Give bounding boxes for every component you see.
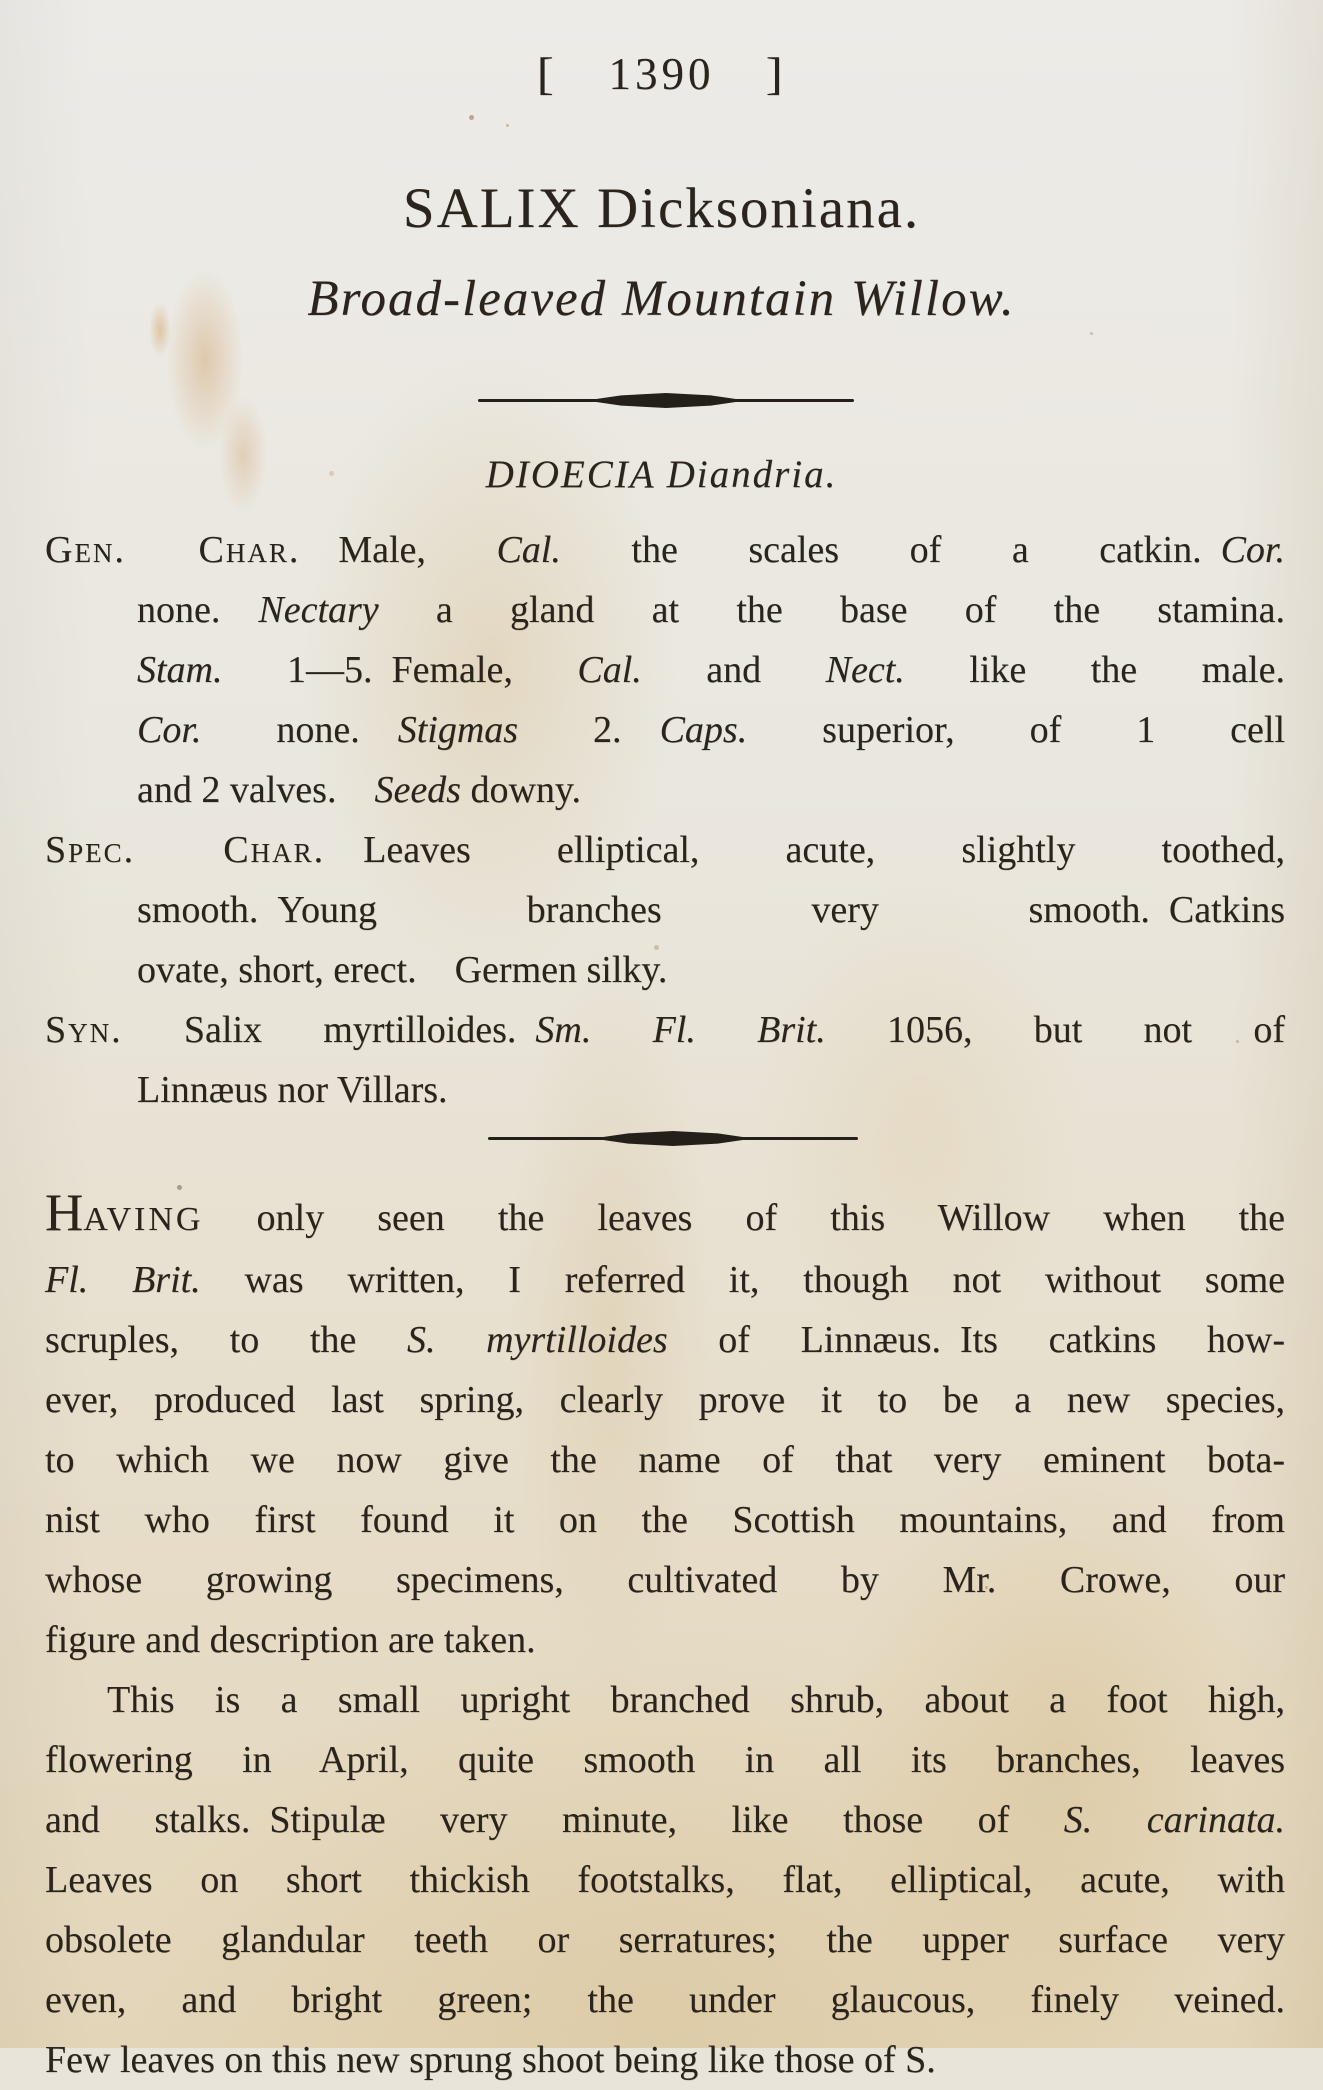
text-line <box>45 1310 1285 1370</box>
text-segment: Few leaves on this new sprung shoot being like those of S. <box>45 2039 936 2081</box>
italic-text: Cor. <box>137 709 202 751</box>
italic-text: Cal. <box>496 529 561 571</box>
italic-text: Cal. <box>577 649 642 691</box>
rule-lens-ornament <box>593 1131 753 1146</box>
text-segment: ovate, short, erect. Germen silky. <box>137 949 668 991</box>
italic-text: Seeds <box>374 769 461 811</box>
text-segment: figure and description are taken. <box>45 1619 536 1661</box>
text-line <box>45 1250 1285 1310</box>
text-segment: Linnæus nor Villars. <box>137 1069 448 1111</box>
italic-text: Nectary <box>258 589 379 631</box>
text-line <box>45 1060 1285 1120</box>
text-line <box>45 1610 1285 1670</box>
italic-text: Cor. <box>1220 529 1285 571</box>
text-line <box>45 1490 1285 1550</box>
description-text <box>45 1183 1286 2081</box>
italic-text: Caps. <box>659 709 748 751</box>
text-line <box>45 1000 1285 1060</box>
text-segment: Salix myrtilloides. <box>122 1009 536 1051</box>
small-caps-label: Syn. <box>45 1009 123 1051</box>
text-line <box>45 1183 1285 1250</box>
text-line <box>45 1790 1285 1850</box>
page-number <box>0 48 1323 100</box>
text-segment: downy. <box>460 769 581 811</box>
italic-text: Sm. Fl. Brit. <box>535 1009 826 1051</box>
text-segment: flowering in April, quite smooth in all its branches, leaves <box>45 1739 1285 1781</box>
text-segment: 1—5. Female, <box>222 649 578 691</box>
text-segment: even, and bright green; the under glaucous, finely veined. <box>45 1979 1285 2021</box>
text-line <box>45 1670 1285 1730</box>
folio-number: 1390 <box>608 49 715 99</box>
text-line <box>45 1910 1285 1970</box>
text-line <box>45 1550 1285 1610</box>
linnaean-class-heading: DIOECIA Diandria. <box>485 453 838 496</box>
text-segment: Leaves elliptical, acute, slightly toothed, <box>325 829 1285 871</box>
text-line <box>45 2030 1285 2090</box>
text-segment: none. <box>201 709 398 751</box>
text-segment: This is a small upright branched shrub, about a foot high, <box>107 1679 1285 1721</box>
text-segment: like the male. <box>904 649 1285 691</box>
species-title: SALIX Dicksoniana. <box>402 177 921 240</box>
text-segment: the scales of a catkin. <box>560 529 1221 571</box>
italic-text: S. carinata. <box>1063 1799 1286 1841</box>
text-line <box>45 640 1285 700</box>
ornamental-rule <box>488 1130 858 1146</box>
text-segment: to which we now give the name of that very eminent bota- <box>45 1439 1285 1481</box>
italic-text: Nect. <box>825 649 905 691</box>
text-line <box>45 760 1285 820</box>
common-name-subtitle: Broad-leaved Mountain Willow. <box>307 271 1016 327</box>
paper-stain-specks <box>0 0 3 3</box>
text-segment: and 2 valves. <box>137 769 375 811</box>
text-line <box>45 1730 1285 1790</box>
text-segment: none. <box>137 589 259 631</box>
text-segment: ever, produced last spring, clearly prove it to be a new species, <box>45 1379 1285 1421</box>
folio-close-bracket: ] <box>765 49 787 99</box>
text-segment: whose growing specimens, cultivated by Mr. Crowe, our <box>45 1559 1285 1601</box>
lead-capitals: AVING <box>83 1201 204 1238</box>
text-line <box>45 520 1285 580</box>
text-segment: nist who first found it on the Scottish mountains, and from <box>45 1499 1285 1541</box>
text-segment: obsolete glandular teeth or serratures; the upper surface very <box>45 1919 1285 1961</box>
text-segment: smooth. Young branches very smooth. Catkins <box>137 889 1285 931</box>
italic-text: Fl. Brit. <box>45 1259 201 1301</box>
text-line <box>45 1370 1285 1430</box>
rule-lens-ornament <box>586 393 746 408</box>
text-line <box>45 580 1285 640</box>
italic-text: Stigmas <box>397 709 519 751</box>
text-segment: Leaves on short thickish footstalks, flat, elliptical, acute, with <box>45 1859 1285 1901</box>
folio-open-bracket: [ <box>536 49 558 99</box>
text-segment: only seen the leaves of this Willow when the <box>203 1197 1285 1239</box>
text-line <box>45 1970 1285 2030</box>
text-line <box>45 1430 1285 1490</box>
italic-text: Stam. <box>137 649 223 691</box>
text-line <box>45 700 1285 760</box>
text-segment: scruples, to the <box>45 1319 407 1361</box>
italic-text: S. myrtilloides <box>406 1319 668 1361</box>
text-segment: was written, I referred it, though not without some <box>200 1259 1285 1301</box>
small-caps-label: Gen. Char. <box>45 529 301 571</box>
text-line <box>45 940 1285 1000</box>
text-segment: and <box>641 649 826 691</box>
text-line <box>45 820 1285 880</box>
text-segment: a gland at the base of the stamina. <box>378 589 1285 631</box>
small-caps-label: Spec. Char. <box>45 829 326 871</box>
text-segment: of Linnæus. Its catkins how- <box>667 1319 1285 1361</box>
ornamental-rule <box>478 392 854 408</box>
initial-capital: H <box>45 1184 84 1242</box>
text-segment: Male, <box>300 529 497 571</box>
text-segment: superior, of 1 cell <box>747 709 1285 751</box>
text-segment: and stalks. Stipulæ very minute, like those of <box>45 1799 1064 1841</box>
text-line <box>45 1850 1285 1910</box>
text-segment: 2. <box>518 709 660 751</box>
characters-section <box>45 520 1285 1120</box>
text-segment: 1056, but not of <box>825 1009 1285 1051</box>
text-line <box>45 880 1285 940</box>
